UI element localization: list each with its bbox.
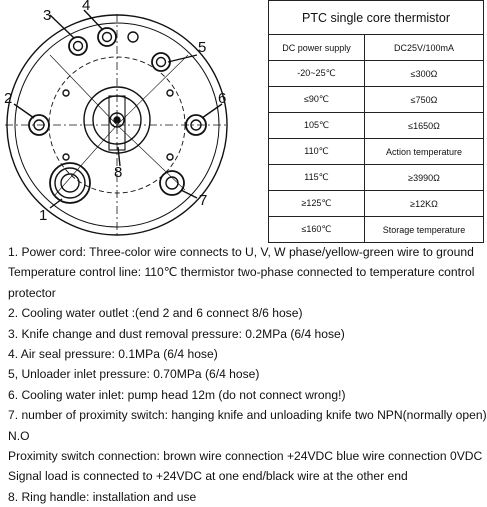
table-row [269,87,484,113]
table-cell: DC power supply [269,35,365,61]
table-row [269,61,484,87]
table-cell: ≥125℃ [269,191,365,217]
note-line: 3. Knife change and dust removal pressure: 0.2MPa (6/4 hose) [8,326,345,341]
note-line: 8. Ring handle: installation and use [8,489,197,504]
table-cell: ≥3990Ω [365,165,484,191]
table-cell: 110℃ [269,139,365,165]
notes-list [8,242,487,507]
callout-1: 1 [39,207,48,224]
note-line: protector [8,285,56,300]
table-cell: 115℃ [269,165,365,191]
callout-5: 5 [198,39,207,56]
spindle-end-diagram [0,0,268,238]
thermistor-spec-table [268,0,484,243]
table-cell: ≤300Ω [365,61,484,87]
table-cell: ≤160℃ [269,217,365,243]
note-line: 4. Air seal pressure: 0.1MPa (6/4 hose) [8,347,218,362]
callout-2: 2 [4,90,13,107]
note-line: 7. number of proximity switch: hanging knife and unloading knife two NPN(normally open) [8,408,487,423]
table-cell: Action temperature [365,139,484,165]
callout-6: 6 [218,90,227,107]
table-row [269,191,484,217]
port-5 [152,53,170,71]
table-cell: -20~25℃ [269,61,365,87]
note-line: Proximity switch connection: brown wire connection +24VDC blue wire connection 0VDC [8,449,483,464]
table-cell: ≥12KΩ [365,191,484,217]
table-cell: 105℃ [269,113,365,139]
note-line: 6. Cooling water inlet: pump head 12m (do not connect wrong!) [8,387,346,402]
port-7 [160,171,184,195]
note-line: 2. Cooling water outlet :(end 2 and 6 connect 8/6 hose) [8,306,303,321]
callout-8: 8 [114,164,123,181]
callout-3: 3 [43,7,52,24]
table-cell: ≤1650Ω [365,113,484,139]
table-row [269,217,484,243]
note-line: Temperature control line: 110℃ thermistor two-phase connected to temperature control [8,265,475,280]
table-cell: ≤750Ω [365,87,484,113]
table-row [269,139,484,165]
table-row [269,165,484,191]
table-row [269,35,484,61]
table-row [269,113,484,139]
port-4 [98,28,116,46]
table-cell: DC25V/100mA [365,35,484,61]
table-title: PTC single core thermistor [269,1,484,35]
note-line: N.O [8,428,30,443]
table-cell: Storage temperature [365,217,484,243]
callout-4: 4 [82,0,91,14]
note-line: 1. Power cord: Three-color wire connects to U, V, W phase/yellow-green wire to ground [8,245,474,259]
note-line: 5, Unloader inlet pressure: 0.70MPa (6/4 hose) [8,367,260,382]
callout-7: 7 [199,192,208,209]
note-line: Signal load is connected to +24VDC at one end/black wire at the other end [8,469,408,484]
port-3 [69,37,87,55]
port-1 [50,163,90,203]
table-cell: ≤90℃ [269,87,365,113]
